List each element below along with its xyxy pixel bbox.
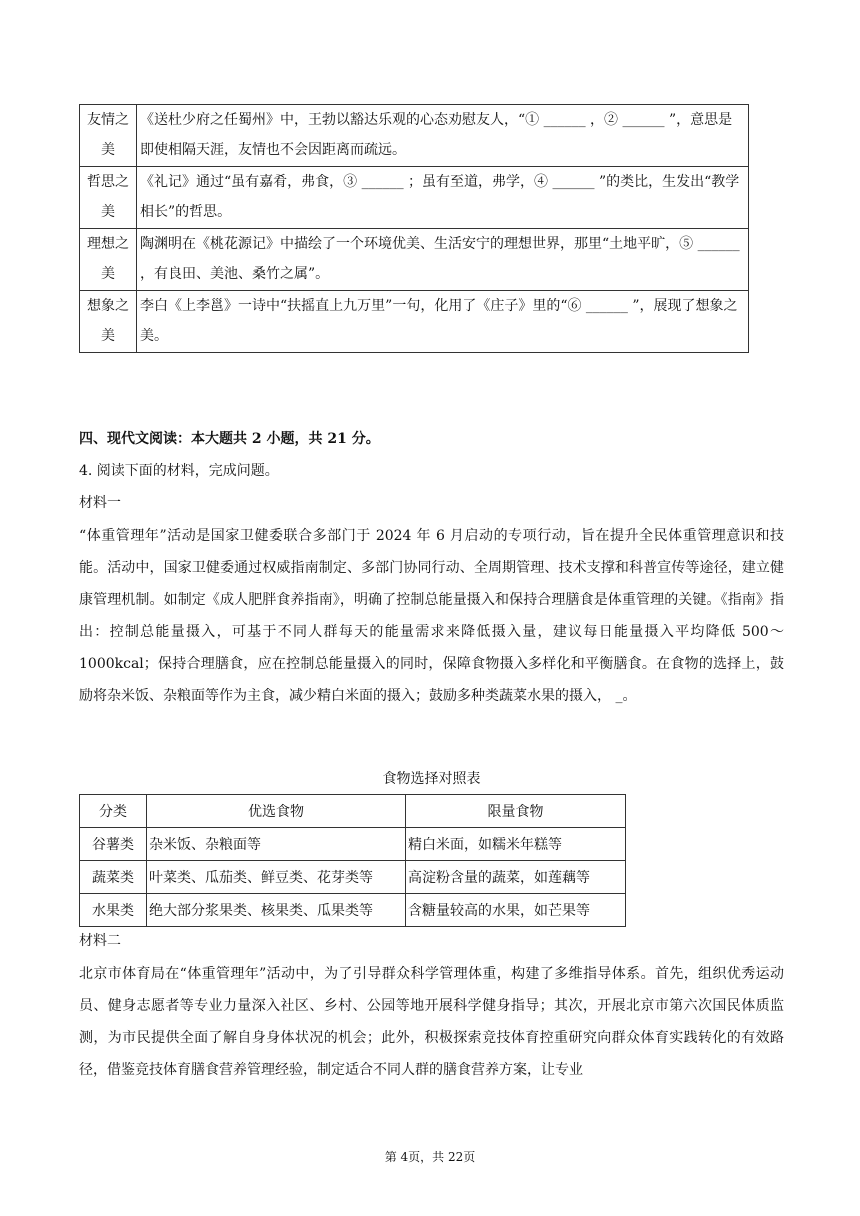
material2-text: 北京市体育局在“体重管理年”活动中，为了引导群众科学管理体重，构建了多维指导体系。首先，组织优秀运动员、健身志愿者等专业力量深入社区、乡村、公园等地开展科学健身指导；其次，开展北京市第六次国民体质监测，为市民提供全面了解自身身体状况的机会；此外，积极探索竞技体育控重研究向群众体育实践转化的有效路径，借鉴竞技体育膳食营养管理经验，制定适合不同人群的膳食营养方案，让专业 bbox=[79, 966, 784, 1078]
table-cell: 高淀粉含量的蔬菜，如莲藕等 bbox=[406, 861, 626, 894]
table-cell: 水果类 bbox=[80, 894, 147, 927]
table-cell: 蔬菜类 bbox=[80, 861, 147, 894]
header-cell: 优选食物 bbox=[147, 795, 406, 828]
table-cell: 含糖量较高的水果，如芒果等 bbox=[406, 894, 626, 927]
content-cell: 《礼记》通过“虽有嘉肴，弗食，③ ______ ；虽有至道，弗学，④ ______ ”的类比，生发出“教学相长”的哲思。 bbox=[137, 167, 749, 229]
table-row bbox=[80, 828, 626, 861]
table-cell: 叶菜类、瓜茄类、鲜豆类、花芽类等 bbox=[147, 861, 406, 894]
food-table bbox=[79, 794, 626, 927]
section-title: 四、现代文阅读：本大题共 2 小题，共 21 分。 bbox=[79, 431, 380, 447]
material1-text: “体重管理年”活动是国家卫健委联合多部门于 2024 年 6 月启动的专项行动，旨在提升全民体重管理意识和技能。活动中，国家卫健委通过权威指南制定、多部门协同行动、全周期管理、技术支撑和科普宣传等途径，建立健康管理机制。如制定《成人肥胖食养指南》，明确了控制总能量摄入和保持合理膳食是体重管理的关键。《指南》指出：控制总能量摄入，可基于不同人群每天的能量需求来降低摄入量，建议每日能量摄入平均降低 500～1000kcal；保持合理膳食，应在控制总能量摄入的同时，保障食物摄入多样化和平衡膳食。在食物的选择上，鼓励将杂米饭、杂粮面等作为主食，减少精白米面的摄入；鼓励多种类蔬菜水果的摄入， _。 bbox=[79, 528, 784, 704]
header-cell: 限量食物 bbox=[406, 795, 626, 828]
table-header-row bbox=[80, 795, 626, 828]
header-cell: 分类 bbox=[80, 795, 147, 828]
category-cell: 想象之美 bbox=[80, 291, 137, 353]
category-cell: 哲思之美 bbox=[80, 167, 137, 229]
table-row bbox=[80, 894, 626, 927]
content-cell: 《送杜少府之任蜀州》中，王勃以豁达乐观的心态劝慰友人，“① ______ ，② ______ ”，意思是即使相隔天涯，友情也不会因距离而疏远。 bbox=[137, 105, 749, 167]
table-row bbox=[80, 861, 626, 894]
content-cell: 李白《上李邕》一诗中“扶摇直上九万里”一句，化用了《庄子》里的“⑥ ______ ”，展现了想象之美。 bbox=[137, 291, 749, 353]
category-cell: 理想之美 bbox=[80, 229, 137, 291]
material2-label: 材料二 bbox=[79, 933, 121, 949]
material1-label: 材料一 bbox=[79, 495, 121, 511]
food-table-caption: 食物选择对照表 bbox=[382, 771, 481, 787]
category-cell: 友情之美 bbox=[80, 105, 137, 167]
table-cell: 精白米面，如糯米年糕等 bbox=[406, 828, 626, 861]
table-row bbox=[80, 105, 749, 167]
content-cell: 陶渊明在《桃花源记》中描绘了一个环境优美、生活安宁的理想世界，那里“土地平旷，⑤ ______ ，有良田、美池、桑竹之属”。 bbox=[137, 229, 749, 291]
page-footer: 第 4页，共 22页 bbox=[384, 1150, 476, 1164]
table-cell: 杂米饭、杂粮面等 bbox=[147, 828, 406, 861]
question-intro: 4. 阅读下面的材料，完成问题。 bbox=[79, 463, 279, 479]
table-row bbox=[80, 167, 749, 229]
table-cell: 绝大部分浆果类、核果类、瓜果类等 bbox=[147, 894, 406, 927]
table-row bbox=[80, 229, 749, 291]
table-row bbox=[80, 291, 749, 353]
table-cell: 谷薯类 bbox=[80, 828, 147, 861]
poem-table bbox=[79, 104, 749, 353]
